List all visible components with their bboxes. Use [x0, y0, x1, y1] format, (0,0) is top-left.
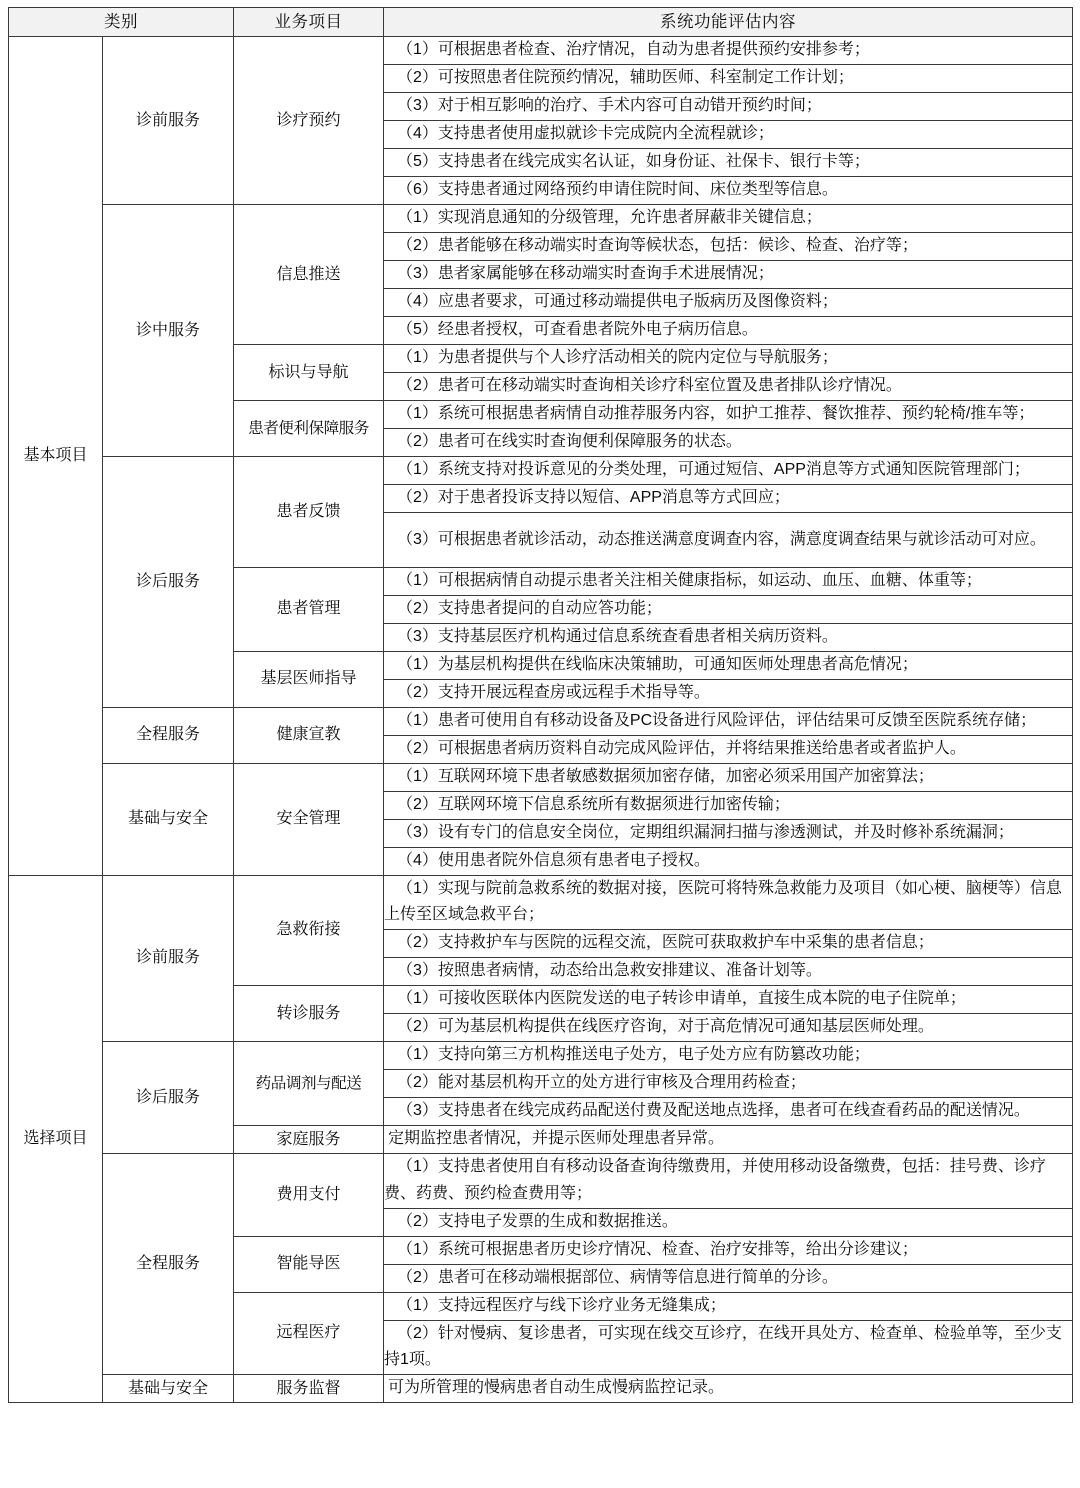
business-item-cell: 服务监督	[234, 1375, 384, 1403]
evaluation-content-cell: （1）为患者提供与个人诊疗活动相关的院内定位与导航服务；	[384, 345, 1073, 373]
evaluation-content-cell: （1）可根据病情自动提示患者关注相关健康指标，如运动、血压、血糖、体重等；	[384, 567, 1073, 595]
business-item-cell: 药品调剂与配送	[234, 1042, 384, 1126]
evaluation-content-cell: （3）对于相互影响的治疗、手术内容可自动错开预约时间；	[384, 93, 1073, 121]
evaluation-content-cell: （3）按照患者病情，动态给出急救安排建议、准备计划等。	[384, 958, 1073, 986]
evaluation-content-cell: （2）患者可在线实时查询便利保障服务的状态。	[384, 429, 1073, 457]
evaluation-content-cell: （1）支持远程医疗与线下诊疗业务无缝集成；	[384, 1292, 1073, 1320]
service-group-cell: 基础与安全	[103, 1375, 234, 1403]
header-cell-content: 系统功能评估内容	[384, 8, 1073, 37]
evaluation-content-cell: （1）为基层机构提供在线临床决策辅助，可通知医师处理患者高危情况；	[384, 651, 1073, 679]
table-row	[9, 1375, 1073, 1403]
evaluation-content-cell: （1）患者可使用自有移动设备及PC设备进行风险评估，评估结果可反馈至医院系统存储；	[384, 707, 1073, 735]
header-row	[9, 8, 1073, 37]
business-item-cell: 转诊服务	[234, 986, 384, 1042]
business-item-cell: 健康宣教	[234, 707, 384, 763]
service-group-cell: 全程服务	[103, 707, 234, 763]
evaluation-content-cell: （2）患者可在移动端根据部位、病情等信息进行简单的分诊。	[384, 1264, 1073, 1292]
evaluation-content-cell: （4）支持患者使用虚拟就诊卡完成院内全流程就诊；	[384, 121, 1073, 149]
business-item-cell: 远程医疗	[234, 1292, 384, 1375]
business-item-cell: 诊疗预约	[234, 37, 384, 205]
evaluation-content-cell: （1）系统可根据患者历史诊疗情况、检查、治疗安排等，给出分诊建议；	[384, 1236, 1073, 1264]
service-group-cell: 诊前服务	[103, 37, 234, 205]
evaluation-content-cell: （1）实现与院前急救系统的数据对接，医院可将特殊急救能力及项目（如心梗、脑梗等）信息上传至区域急救平台；	[384, 875, 1073, 930]
table-row	[9, 457, 1073, 485]
evaluation-content-cell: （2）针对慢病、复诊患者，可实现在线交互诊疗，在线开具处方、检查单、检验单等，至少支持1项。	[384, 1320, 1073, 1375]
system-function-evaluation-table	[8, 7, 1073, 1403]
evaluation-content-cell: （4）应患者要求，可通过移动端提供电子版病历及图像资料；	[384, 289, 1073, 317]
evaluation-content-cell: （4）使用患者院外信息须有患者电子授权。	[384, 847, 1073, 875]
evaluation-content-cell: 可为所管理的慢病患者自动生成慢病监控记录。	[384, 1375, 1073, 1403]
evaluation-content-cell: （2）支持救护车与医院的远程交流，医院可获取救护车中采集的患者信息；	[384, 930, 1073, 958]
service-group-cell: 全程服务	[103, 1154, 234, 1375]
evaluation-content-cell: （1）实现消息通知的分级管理，允许患者屏蔽非关键信息；	[384, 205, 1073, 233]
evaluation-content-cell: （6）支持患者通过网络预约申请住院时间、床位类型等信息。	[384, 177, 1073, 205]
evaluation-content-cell: （2）可为基层机构提供在线医疗咨询，对于高危情况可通知基层医师处理。	[384, 1014, 1073, 1042]
evaluation-content-cell: （3）可根据患者就诊活动，动态推送满意度调查内容，满意度调查结果与就诊活动可对应。	[384, 513, 1073, 568]
business-item-cell: 智能导医	[234, 1236, 384, 1292]
evaluation-content-cell: （2）对于患者投诉支持以短信、APP消息等方式回应；	[384, 485, 1073, 513]
business-item-cell: 患者管理	[234, 567, 384, 651]
service-group-cell: 诊中服务	[103, 205, 234, 457]
evaluation-content-cell: （2）可按照患者住院预约情况，辅助医师、科室制定工作计划；	[384, 65, 1073, 93]
business-item-cell: 费用支付	[234, 1154, 384, 1237]
business-item-cell: 安全管理	[234, 763, 384, 875]
service-group-cell: 基础与安全	[103, 763, 234, 875]
table-row	[9, 1154, 1073, 1209]
evaluation-content-cell: （1）支持向第三方机构推送电子处方，电子处方应有防篡改功能；	[384, 1042, 1073, 1070]
evaluation-content-cell: （3）设有专门的信息安全岗位，定期组织漏洞扫描与渗透测试，并及时修补系统漏洞；	[384, 819, 1073, 847]
table-row	[9, 707, 1073, 735]
evaluation-content-cell: （3）患者家属能够在移动端实时查询手术进展情况；	[384, 261, 1073, 289]
evaluation-content-cell: （1）可根据患者检查、治疗情况，自动为患者提供预约安排参考；	[384, 37, 1073, 65]
category-cell: 选择项目	[9, 875, 103, 1403]
table-header	[9, 8, 1073, 37]
evaluation-content-cell: （1）支持患者使用自有移动设备查询待缴费用，并使用移动设备缴费，包括：挂号费、诊疗费、药费、预约检查费用等；	[384, 1154, 1073, 1209]
table-body	[9, 37, 1073, 1403]
business-item-cell: 患者便利保障服务	[234, 401, 384, 457]
category-cell: 基本项目	[9, 37, 103, 876]
evaluation-content-cell: （2）支持开展远程查房或远程手术指导等。	[384, 679, 1073, 707]
service-group-cell: 诊前服务	[103, 875, 234, 1042]
table-row	[9, 875, 1073, 930]
header-cell-category: 类别	[9, 8, 234, 37]
evaluation-content-cell: （3）支持患者在线完成药品配送付费及配送地点选择，患者可在线查看药品的配送情况。	[384, 1098, 1073, 1126]
business-item-cell: 患者反馈	[234, 457, 384, 568]
table-row	[9, 37, 1073, 65]
table-row	[9, 205, 1073, 233]
business-item-cell: 标识与导航	[234, 345, 384, 401]
evaluation-content-cell: （2）可根据患者病历资料自动完成风险评估，并将结果推送给患者或者监护人。	[384, 735, 1073, 763]
header-cell-business-item: 业务项目	[234, 8, 384, 37]
business-item-cell: 信息推送	[234, 205, 384, 345]
evaluation-content-cell: （2）支持患者提问的自动应答功能；	[384, 595, 1073, 623]
evaluation-content-cell: （2）患者可在移动端实时查询相关诊疗科室位置及患者排队诊疗情况。	[384, 373, 1073, 401]
evaluation-content-cell: （5）经患者授权，可查看患者院外电子病历信息。	[384, 317, 1073, 345]
business-item-cell: 急救衔接	[234, 875, 384, 986]
evaluation-content-cell: （3）支持基层医疗机构通过信息系统查看患者相关病历资料。	[384, 623, 1073, 651]
evaluation-content-cell: 定期监控患者情况，并提示医师处理患者异常。	[384, 1126, 1073, 1154]
service-group-cell: 诊后服务	[103, 1042, 234, 1154]
evaluation-content-cell: （1）系统可根据患者病情自动推荐服务内容，如护工推荐、餐饮推荐、预约轮椅/推车等；	[384, 401, 1073, 429]
table-row	[9, 1042, 1073, 1070]
evaluation-content-cell: （2）患者能够在移动端实时查询等候状态，包括：候诊、检查、治疗等；	[384, 233, 1073, 261]
evaluation-content-cell: （1）系统支持对投诉意见的分类处理，可通过短信、APP消息等方式通知医院管理部门；	[384, 457, 1073, 485]
evaluation-content-cell: （2）互联网环境下信息系统所有数据须进行加密传输；	[384, 791, 1073, 819]
service-group-cell: 诊后服务	[103, 457, 234, 708]
business-item-cell: 基层医师指导	[234, 651, 384, 707]
evaluation-content-cell: （2）能对基层机构开立的处方进行审核及合理用药检查；	[384, 1070, 1073, 1098]
evaluation-content-cell: （1）互联网环境下患者敏感数据须加密存储，加密必须采用国产加密算法；	[384, 763, 1073, 791]
evaluation-content-cell: （5）支持患者在线完成实名认证，如身份证、社保卡、银行卡等；	[384, 149, 1073, 177]
table-row	[9, 763, 1073, 791]
business-item-cell: 家庭服务	[234, 1126, 384, 1154]
evaluation-content-cell: （2）支持电子发票的生成和数据推送。	[384, 1208, 1073, 1236]
evaluation-content-cell: （1）可接收医联体内医院发送的电子转诊申请单，直接生成本院的电子住院单；	[384, 986, 1073, 1014]
